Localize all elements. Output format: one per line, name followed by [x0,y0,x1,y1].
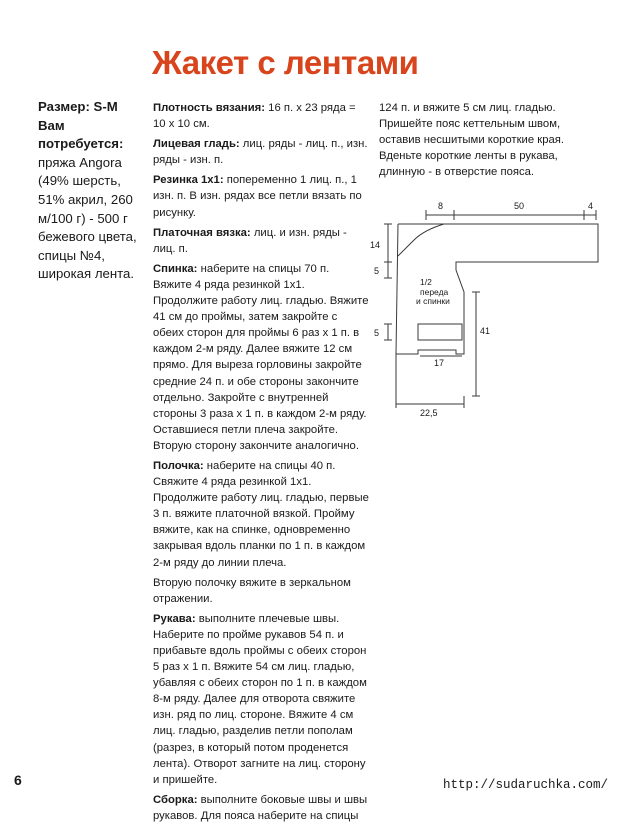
label-half: 1/2 [420,277,432,287]
stockinette-text: лиц. ряды - лиц. п., изн. ряды - изн. п. [153,138,368,167]
instructions-column [153,100,371,824]
continuation-column [379,100,597,180]
front-heading: Полочка: [153,459,204,472]
stockinette-paragraph [153,136,371,168]
dim-top-mid: 50 [514,201,525,211]
need-label: Вам потребуется: [38,117,124,152]
dim-inner-17: 17 [434,358,445,368]
assembly-heading: Сборка: [153,793,198,806]
materials-column [38,98,148,284]
back-paragraph [153,261,371,454]
density-heading: Плотность вязания: [153,102,266,114]
garter-text: лиц. и изн. ряды - лиц. п. [153,226,347,255]
pattern-diagram [360,196,610,426]
continuation-text: 124 п. и вяжите 5 см лиц. гладью. Пришейте пояс кеттельным швом, оставив несшитыми короткие края. Вденьте короткие ленты в рукава, длинную - в отверстие пояса. [379,102,565,179]
dim-top-left: 8 [438,201,444,211]
dim-right-41: 41 [480,326,491,336]
page-title: Жакет с лентами [152,44,419,81]
density-paragraph [153,100,371,132]
pocket-rect [418,324,462,340]
dim-left-14: 14 [370,240,381,250]
front-text: наберите на спицы 40 п. Свяжите 4 ряда резинкой 1х1. Продолжите работу лиц. гладью, первые 3 п. вяжите платочной вязкой. Пройму вяжите, как на спинке, одновременно закрывая вдоль планки по 1 п. в каждом 2-м ряду до линии плеча. [153,459,369,569]
dim-left-5b: 5 [374,328,380,338]
size-label: Размер: S-M [38,99,118,114]
back-text: наберите на спицы 70 п. Вяжите 4 ряда резинкой 1х1. Продолжите работу лиц. гладью. Вяжите 41 см до проймы, затем закройте с обеих сторон для проймы 6 раз х 1 п. в каждом 2-м ряду. Далее вяжите 12 см прямо. Для выреза горловины закройте средние 24 п. и обе стороны закончите отдельно. Закройте с внутренней стороны 3 раза х 1 п. в каждом 2-м ряду. Оставшиеся петли плеча закройте. Вторую сторону закончите аналогично. [153,262,369,452]
back-heading: Спинка: [153,262,198,275]
rib-paragraph [153,172,371,220]
front2-paragraph: Вторую полочку вяжите в зеркальном отражении. [153,576,351,605]
density-text: 16 п. х 23 ряда = 10 х 10 см. [153,102,356,131]
garter-heading: Платочная вязка: [153,226,251,239]
rib-text: попеременно 1 лиц. п., 1 изн. п. В изн. рядах все петли вязать по рисунку. [153,174,362,219]
assembly-text: выполните боковые швы и швы рукавов. Для пояса наберите на спицы [153,793,368,822]
rib-heading: Резинка 1х1: [153,174,224,187]
sleeve-text: выполните плечевые швы. Наберите по пройме рукавов 54 п. и прибавьте вдоль проймы с обеих сторон 5 раз х 1 п. Вяжите 54 см лиц. гладью, убавляя с обеих сторон по 1 п. в каждом 8-м ряду. Далее для отворота свяжите изн. ряд по лиц. стороне. Вяжите 4 см лиц. гладью, разделив петли пополам (разрез, в который потом проденется лента). Отворот загните на лиц. сторону и пришейте. [153,612,367,786]
stockinette-heading: Лицевая гладь: [153,138,240,151]
garter-paragraph [153,225,371,257]
assembly-paragraph [153,792,371,824]
materials-text: пряжа Angora (49% шерсть, 51% акрил, 260 м/100 г) - 500 г бежевого цвета, спицы №4, широкая лента. [38,154,137,282]
dim-bottom: 22,5 [420,408,438,418]
source-url: http://sudaruchka.com/ [442,778,608,792]
page-number: 6 [14,772,22,788]
front-paragraph [153,458,371,571]
sleeve-heading: Рукава: [153,612,196,625]
dim-top-right: 4 [588,201,594,211]
label-front: переда [420,287,449,297]
sleeve-paragraph [153,611,371,788]
dim-left-5a: 5 [374,266,380,276]
label-back: и спинки [416,296,450,306]
